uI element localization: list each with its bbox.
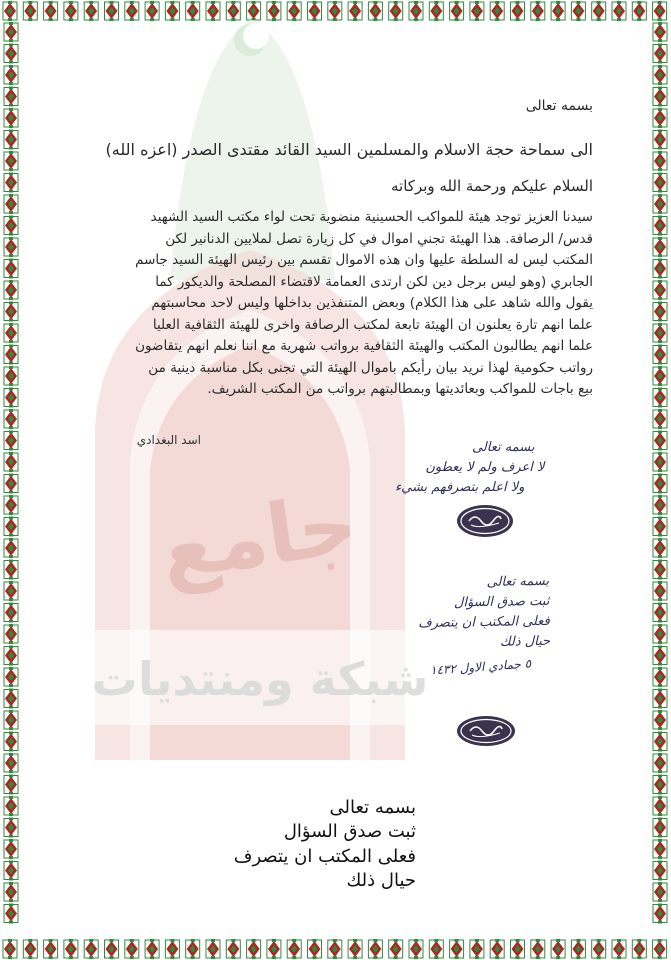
body-line: يقول والله شاهد على هذا الكلام) وبعض المتنفذين بداخلها وليس لاحد محاسبتهم — [151, 295, 593, 311]
handwritten-line: بسمه تعالى — [486, 573, 550, 590]
typed-line: حيال ذلك — [346, 870, 416, 891]
seal-stamp — [455, 714, 517, 748]
body-line: المكتب ليس له السلطة عليها وان هذه الاموال تقسم بين رئيس الهيئة السيد جاسم — [135, 252, 593, 268]
body-line: علما انهم تارة يعلنون ان الهيئة تابعة لمكتب الرصافة واخرى للهيئة الثقافية العليا — [152, 316, 593, 333]
typed-line: فعلى المكتب ان يتصرف — [233, 846, 416, 867]
handwritten-line: فعلى المكتب ان يتصرف — [418, 613, 550, 632]
typed-line: بسمه تعالى — [329, 797, 416, 818]
salutation-line: السلام عليكم ورحمة الله وبركاته — [391, 177, 593, 195]
typed-line: ثبت صدق السؤال — [283, 821, 416, 842]
handwritten-line: بسمه تعالى — [471, 440, 535, 455]
handwritten-line: ثبت صدق السؤال — [453, 593, 550, 611]
handwritten-line: ولا اعلم بتصرفهم بشيء — [395, 480, 525, 495]
body-line: بيع باجات للمواكب وبعائديتها وبمطالبتهم برواتب من المكتب الشريف. — [207, 381, 593, 397]
seal-stamp — [455, 503, 515, 539]
watermark-text-top: جامع — [154, 476, 363, 599]
handwritten-line: حيال ذلك — [499, 633, 551, 650]
letter-body — [33, 207, 593, 401]
greeting: بسمه تعالى — [525, 98, 593, 114]
handwritten-date: ٥ جمادي الاول ١٤٣٢ — [429, 656, 532, 678]
body-line: قدس/ الرصافة. هذا الهيئة تجني اموال في كل زيارة تصل لملايين الدنانير لكن — [165, 230, 593, 247]
body-line: رواتب حكومية لهذا نريد بيان رأيكم باموال الهيئة التي تجنى بكل مناسبة دينية من — [148, 359, 593, 376]
sender-name: اسد البغدادي — [136, 433, 201, 447]
handwritten-reply-2 — [417, 572, 550, 654]
addressee-line: الى سماحة حجة الاسلام والمسلمين السيد القائد مقتدى الصدر (اعزه الله) — [105, 140, 593, 159]
body-line: الجابري (وهو ليس برجل دين لكن ارتدى العمامة لاقتضاء المصلحة والديكور كما — [155, 273, 593, 290]
body-line: سيدنا العزيز توجد هيئة للمواكب الحسينية منضوية تحت لواء مكتب السيد الشهيد — [150, 209, 593, 225]
body-line: علما انهم يطالبون المكتب والهيئة الثقافية برواتب شهرية مع اننا نعلم انهم يتقاضون — [135, 338, 593, 354]
watermark-text-bottom: شبكة ومنتديات — [91, 652, 429, 706]
handwritten-reply-1 — [395, 438, 544, 498]
handwritten-line: لا اعرف ولم لا يعطون — [425, 460, 545, 475]
